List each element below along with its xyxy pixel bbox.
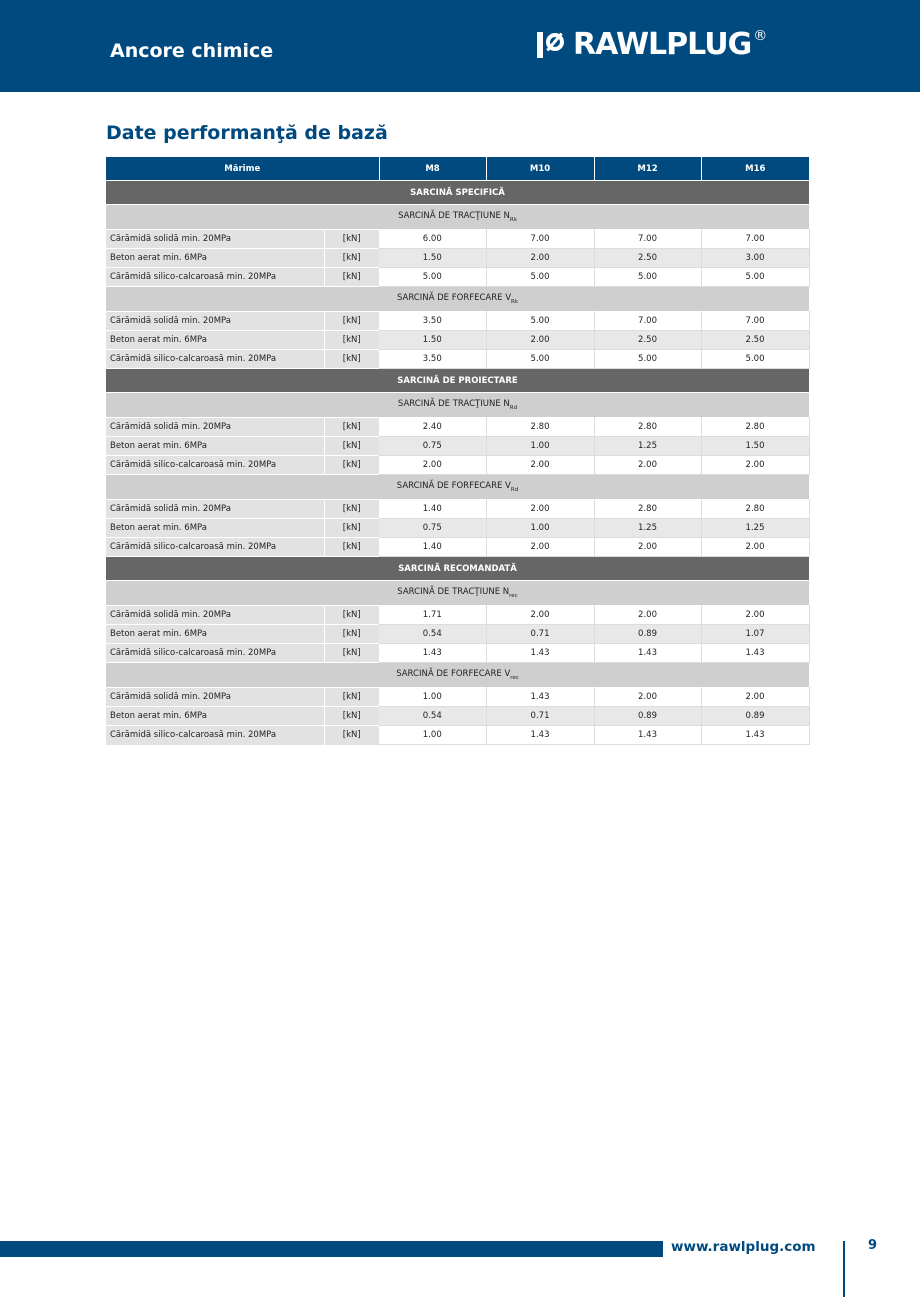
unit-label: [kN] <box>324 230 379 249</box>
value-cell: 6.00 <box>379 230 486 249</box>
material-label: Cărămidă silico-calcaroasă min. 20MPa <box>106 726 324 745</box>
value-cell: 2.40 <box>379 418 486 437</box>
material-label: Cărămidă solidă min. 20MPa <box>106 312 324 331</box>
rawlplug-logo-icon <box>537 30 569 60</box>
value-cell: 7.00 <box>701 312 809 331</box>
load-type-label <box>106 581 809 606</box>
subheader-row <box>106 475 809 500</box>
load-type-text: SARCINĂ DE FORFECARE V <box>396 293 512 303</box>
load-type-text: SARCINĂ DE FORFECARE V <box>396 481 511 491</box>
section-row <box>106 369 809 393</box>
material-label: Beton aerat min. 6MPa <box>106 519 324 538</box>
table-row <box>106 268 809 287</box>
value-cell: 1.43 <box>701 726 809 745</box>
value-cell: 1.25 <box>594 437 701 456</box>
material-label: Cărămidă solidă min. 20MPa <box>106 418 324 437</box>
value-cell: 5.00 <box>486 350 594 369</box>
load-type-subscript: Rd <box>509 405 518 411</box>
performance-table <box>106 157 810 745</box>
material-label: Cărămidă solidă min. 20MPa <box>106 688 324 707</box>
value-cell: 2.00 <box>594 688 701 707</box>
value-cell: 2.00 <box>594 456 701 475</box>
table-row <box>106 606 809 625</box>
value-cell: 1.71 <box>379 606 486 625</box>
table-row <box>106 437 809 456</box>
value-cell: 1.40 <box>379 538 486 557</box>
unit-label: [kN] <box>324 437 379 456</box>
value-cell: 2.50 <box>701 331 809 350</box>
table-row <box>106 230 809 249</box>
unit-label: [kN] <box>324 350 379 369</box>
material-label: Beton aerat min. 6MPa <box>106 249 324 268</box>
value-cell: 2.80 <box>701 418 809 437</box>
material-label: Cărămidă silico-calcaroasă min. 20MPa <box>106 268 324 287</box>
material-label: Beton aerat min. 6MPa <box>106 437 324 456</box>
load-type-label <box>106 393 809 418</box>
value-cell: 7.00 <box>486 230 594 249</box>
material-label: Cărămidă silico-calcaroasă min. 20MPa <box>106 538 324 557</box>
value-cell: 2.00 <box>379 456 486 475</box>
unit-label: [kN] <box>324 538 379 557</box>
value-cell: 5.00 <box>486 312 594 331</box>
material-label: Cărămidă solidă min. 20MPa <box>106 606 324 625</box>
logo-text: RAWLPLUG <box>573 27 752 62</box>
value-cell: 2.80 <box>594 418 701 437</box>
subheader-row <box>106 287 809 312</box>
value-cell: 1.43 <box>701 644 809 663</box>
value-cell: 1.07 <box>701 625 809 644</box>
load-type-subscript: Rk <box>509 217 517 223</box>
subheader-row <box>106 205 809 230</box>
rawlplug-logo <box>537 28 767 62</box>
value-cell: 1.25 <box>594 519 701 538</box>
unit-label: [kN] <box>324 268 379 287</box>
value-cell: 3.50 <box>379 350 486 369</box>
load-type-text: SARCINĂ DE TRACŢIUNE N <box>398 211 510 221</box>
value-cell: 2.00 <box>701 456 809 475</box>
value-cell: 1.43 <box>594 644 701 663</box>
material-label: Beton aerat min. 6MPa <box>106 331 324 350</box>
material-label: Beton aerat min. 6MPa <box>106 707 324 726</box>
value-cell: 1.25 <box>701 519 809 538</box>
table-row <box>106 500 809 519</box>
material-label: Cărămidă silico-calcaroasă min. 20MPa <box>106 456 324 475</box>
subheader-row <box>106 663 809 688</box>
header-title: Ancore chimice <box>110 40 274 62</box>
value-cell: 0.54 <box>379 625 486 644</box>
table-row <box>106 312 809 331</box>
unit-label: [kN] <box>324 625 379 644</box>
column-header-m8: M8 <box>379 157 486 181</box>
value-cell: 2.00 <box>594 538 701 557</box>
value-cell: 1.00 <box>379 688 486 707</box>
column-header-size: Mărime <box>106 157 379 181</box>
value-cell: 2.00 <box>486 249 594 268</box>
load-type-label <box>106 205 809 230</box>
unit-label: [kN] <box>324 331 379 350</box>
value-cell: 1.00 <box>486 437 594 456</box>
value-cell: 5.00 <box>594 350 701 369</box>
table-row <box>106 726 809 745</box>
material-label: Cărămidă solidă min. 20MPa <box>106 230 324 249</box>
value-cell: 2.50 <box>594 331 701 350</box>
table-row <box>106 644 809 663</box>
column-header-m16: M16 <box>701 157 809 181</box>
table-row <box>106 519 809 538</box>
footer-divider <box>843 1241 845 1297</box>
registered-mark: ® <box>753 28 768 44</box>
material-label: Cărămidă silico-calcaroasă min. 20MPa <box>106 644 324 663</box>
material-label: Cărămidă silico-calcaroasă min. 20MPa <box>106 350 324 369</box>
load-type-label <box>106 475 809 500</box>
table-row <box>106 350 809 369</box>
value-cell: 2.80 <box>594 500 701 519</box>
value-cell: 1.43 <box>379 644 486 663</box>
value-cell: 5.00 <box>486 268 594 287</box>
value-cell: 2.80 <box>701 500 809 519</box>
value-cell: 2.00 <box>701 688 809 707</box>
table-row <box>106 249 809 268</box>
value-cell: 0.89 <box>594 625 701 644</box>
value-cell: 5.00 <box>701 268 809 287</box>
table-row <box>106 418 809 437</box>
subheader-row <box>106 581 809 606</box>
load-type-text: SARCINĂ DE TRACŢIUNE N <box>397 587 510 597</box>
value-cell: 2.00 <box>486 538 594 557</box>
value-cell: 1.00 <box>379 726 486 745</box>
value-cell: 7.00 <box>594 230 701 249</box>
value-cell: 1.50 <box>379 331 486 350</box>
section-title: SARCINĂ DE PROIECTARE <box>106 369 809 393</box>
value-cell: 2.80 <box>486 418 594 437</box>
subheader-row <box>106 393 809 418</box>
load-type-subscript: rec <box>509 593 518 599</box>
column-header-m12: M12 <box>594 157 701 181</box>
page-number: 9 <box>868 1238 878 1253</box>
value-cell: 1.43 <box>486 688 594 707</box>
page-header <box>0 0 920 92</box>
load-type-subscript: Rk <box>511 299 519 305</box>
table-body <box>106 181 809 745</box>
footer-bar <box>0 1241 663 1257</box>
load-type-text: SARCINĂ DE FORFECARE V <box>396 669 511 679</box>
value-cell: 0.54 <box>379 707 486 726</box>
table-row <box>106 331 809 350</box>
value-cell: 1.00 <box>486 519 594 538</box>
footer-url[interactable]: www.rawlplug.com <box>671 1239 816 1255</box>
unit-label: [kN] <box>324 500 379 519</box>
table-header-row <box>106 157 809 181</box>
page-title: Date performanţă de bază <box>106 122 388 144</box>
value-cell: 0.89 <box>701 707 809 726</box>
material-label: Cărămidă solidă min. 20MPa <box>106 500 324 519</box>
value-cell: 7.00 <box>701 230 809 249</box>
unit-label: [kN] <box>324 688 379 707</box>
value-cell: 3.50 <box>379 312 486 331</box>
table-row <box>106 688 809 707</box>
value-cell: 0.75 <box>379 519 486 538</box>
section-title: SARCINĂ RECOMANDATĂ <box>106 557 809 581</box>
unit-label: [kN] <box>324 644 379 663</box>
value-cell: 2.00 <box>594 606 701 625</box>
table-row <box>106 707 809 726</box>
unit-label: [kN] <box>324 312 379 331</box>
value-cell: 2.00 <box>701 538 809 557</box>
unit-label: [kN] <box>324 726 379 745</box>
value-cell: 5.00 <box>594 268 701 287</box>
value-cell: 2.00 <box>486 606 594 625</box>
section-title: SARCINĂ SPECIFICĂ <box>106 181 809 205</box>
value-cell: 1.43 <box>486 726 594 745</box>
material-label: Beton aerat min. 6MPa <box>106 625 324 644</box>
unit-label: [kN] <box>324 707 379 726</box>
table-row <box>106 625 809 644</box>
unit-label: [kN] <box>324 456 379 475</box>
value-cell: 0.75 <box>379 437 486 456</box>
section-row <box>106 181 809 205</box>
value-cell: 7.00 <box>594 312 701 331</box>
table-row <box>106 456 809 475</box>
value-cell: 2.00 <box>486 456 594 475</box>
load-type-label <box>106 663 809 688</box>
value-cell: 2.50 <box>594 249 701 268</box>
value-cell: 2.00 <box>486 500 594 519</box>
value-cell: 2.00 <box>701 606 809 625</box>
value-cell: 5.00 <box>379 268 486 287</box>
unit-label: [kN] <box>324 519 379 538</box>
value-cell: 1.43 <box>594 726 701 745</box>
load-type-subscript: Rd <box>510 487 519 493</box>
unit-label: [kN] <box>324 606 379 625</box>
value-cell: 1.43 <box>486 644 594 663</box>
unit-label: [kN] <box>324 418 379 437</box>
value-cell: 1.50 <box>701 437 809 456</box>
value-cell: 0.71 <box>486 707 594 726</box>
load-type-subscript: rec <box>510 675 519 681</box>
column-header-m10: M10 <box>486 157 594 181</box>
load-type-label <box>106 287 809 312</box>
value-cell: 0.71 <box>486 625 594 644</box>
value-cell: 2.00 <box>486 331 594 350</box>
section-row <box>106 557 809 581</box>
load-type-text: SARCINĂ DE TRACŢIUNE N <box>397 399 510 409</box>
value-cell: 5.00 <box>701 350 809 369</box>
value-cell: 3.00 <box>701 249 809 268</box>
unit-label: [kN] <box>324 249 379 268</box>
value-cell: 1.50 <box>379 249 486 268</box>
table-row <box>106 538 809 557</box>
value-cell: 0.89 <box>594 707 701 726</box>
value-cell: 1.40 <box>379 500 486 519</box>
